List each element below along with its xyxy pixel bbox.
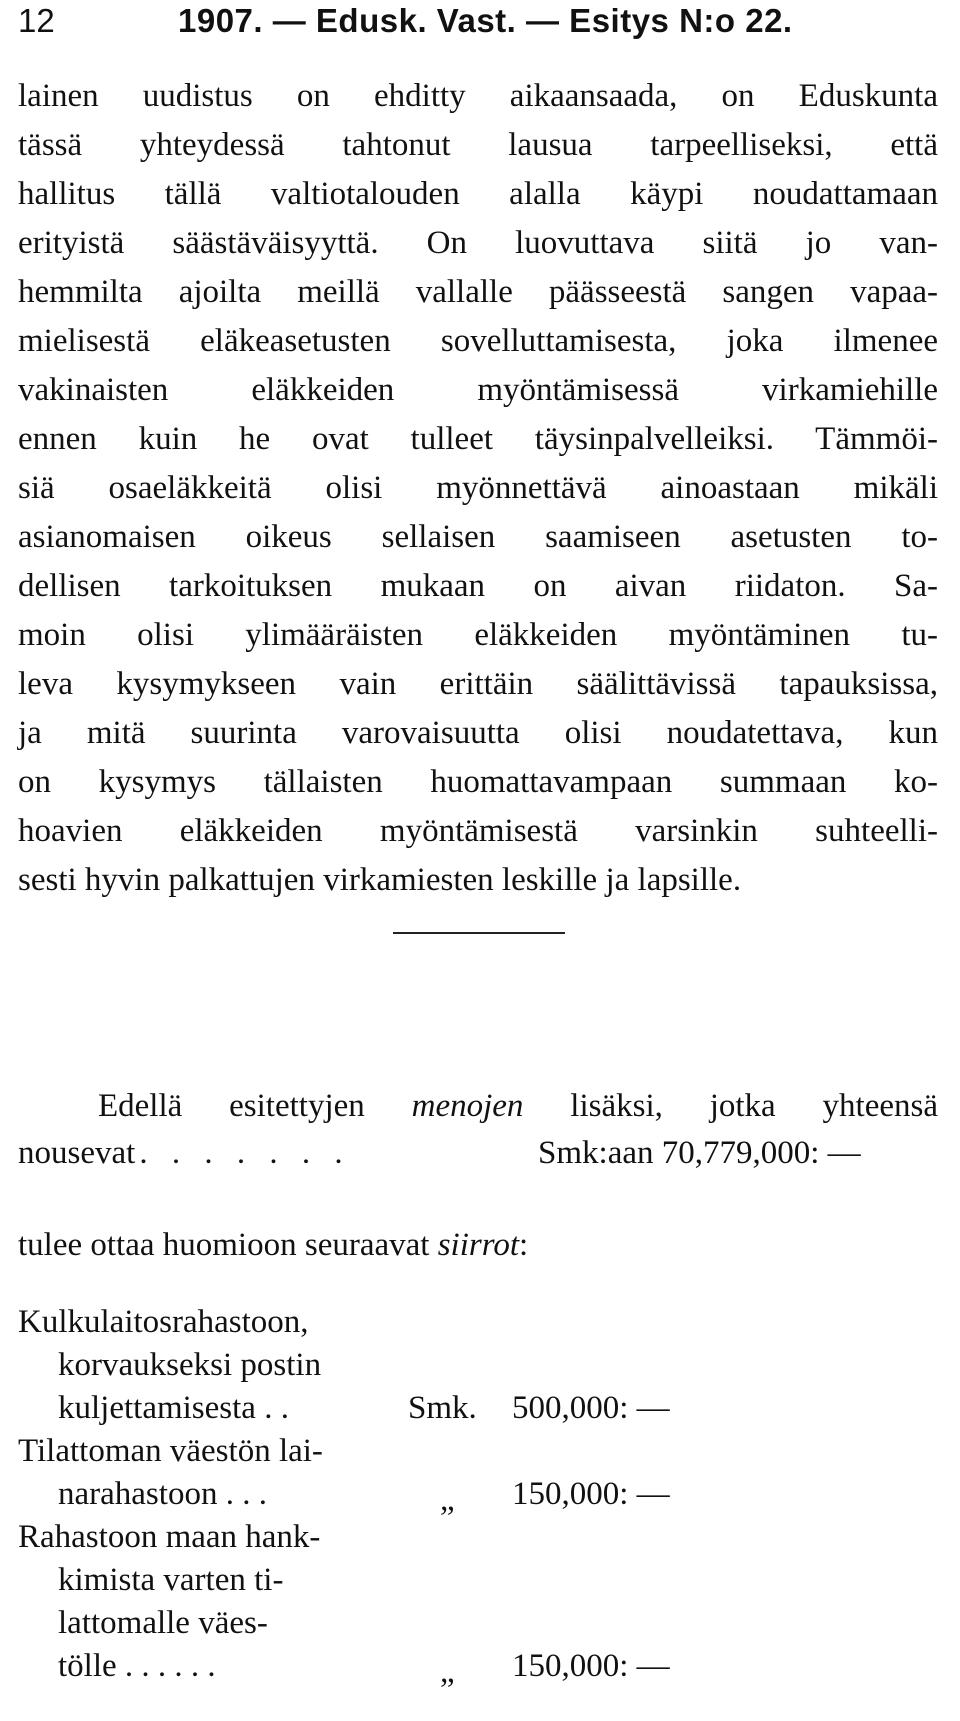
summary-text: tulee ottaa huomioon seuraavat: [18, 1227, 438, 1263]
paragraph-line: siä osaeläkkeitä olisi myönnettävä ainoastaan mikäli: [18, 470, 938, 506]
body-paragraph: [18, 72, 938, 905]
summary-text: :: [519, 1227, 529, 1263]
transfer-label: narahastoon . . .: [58, 1476, 267, 1512]
paragraph-line: asianomaisen oikeus sellaisen saamiseen asetusten to-: [18, 519, 938, 555]
leader-dots: . . . . . . .: [139, 1135, 351, 1171]
transfer-label: Tilattoman väestön lai-: [18, 1433, 323, 1469]
transfer-label: lattomalle väes-: [58, 1605, 268, 1641]
paragraph-line: hoavien eläkkeiden myöntämisestä varsinkin suhteelli-: [18, 813, 938, 849]
total-amount: Smk:aan 70,779,000: —: [538, 1135, 861, 1171]
transfer-amount: 150,000: —: [512, 1648, 670, 1684]
paragraph-line: leva kysymykseen vain erittäin säälittävissä tapauksissa,: [18, 666, 938, 702]
transfer-label: korvaukseksi postin: [58, 1347, 322, 1383]
transfer-amount: 500,000: —: [512, 1390, 670, 1426]
paragraph-line: vakinaisten eläkkeiden myöntämisessä virkamiehille: [18, 372, 938, 408]
summary-emphasis: siirrot: [437, 1227, 519, 1263]
paragraph-line: dellisen tarkoituksen mukaan on aivan riidaton. Sa-: [18, 568, 938, 604]
paragraph-line: lainen uudistus on ehditty aikaansaada, on Eduskunta: [18, 78, 938, 114]
running-title: 1907. — Edusk. Vast. — Esitys N:o 22.: [178, 2, 793, 39]
transfer-currency: „: [440, 1482, 455, 1518]
section-divider: [393, 932, 565, 934]
paragraph-line: hallitus tällä valtiotalouden alalla käypi noudattamaan: [18, 176, 938, 212]
paragraph-line: sesti hyvin palkattujen virkamiesten leskille ja lapsille.: [18, 862, 742, 898]
page-number: 12: [18, 2, 55, 39]
paragraph-line: erityistä säästäväisyyttä. On luovuttava siitä jo van-: [18, 225, 938, 261]
transfer-label: Rahastoon maan hank-: [18, 1519, 321, 1555]
paragraph-line: tässä yhteydessä tahtonut lausua tarpeelliseksi, että: [18, 127, 938, 163]
summary-label: nousevat: [18, 1135, 136, 1171]
paragraph-line: hemmilta ajoilta meillä vallalle päässeestä sangen vapaa-: [18, 274, 938, 310]
summary-line-3: [18, 1223, 528, 1267]
transfer-label: tölle . . . . . .: [58, 1648, 216, 1684]
summary-text: Edellä esitettyjen: [98, 1088, 412, 1124]
page-header: [18, 2, 938, 42]
transfer-label: kuljettamisesta . .: [58, 1390, 289, 1426]
transfer-currency: „: [440, 1654, 455, 1690]
transfer-amount: 150,000: —: [512, 1476, 670, 1512]
paragraph-line: mielisestä eläkeasetusten sovelluttamisesta, joka ilmenee: [18, 323, 938, 359]
summary-line-1: [98, 1084, 938, 1128]
transfer-currency: Smk.: [408, 1390, 477, 1426]
transfer-label: Kulkulaitosrahastoon,: [18, 1304, 309, 1340]
paragraph-line: moin olisi ylimääräisten eläkkeiden myöntäminen tu-: [18, 617, 938, 653]
summary-line-2: [18, 1131, 938, 1175]
summary-text: lisäksi, jotka yhteensä: [523, 1088, 938, 1124]
paragraph-line: ennen kuin he ovat tulleet täysinpalvelleiksi. Tämmöi-: [18, 421, 938, 457]
paragraph-line: ja mitä suurinta varovaisuutta olisi noudatettava, kun: [18, 715, 938, 751]
paragraph-line: on kysymys tällaisten huomattavampaan summaan ko-: [18, 764, 938, 800]
transfer-label: kimista varten ti-: [58, 1562, 284, 1598]
summary-emphasis: menojen: [411, 1088, 524, 1124]
